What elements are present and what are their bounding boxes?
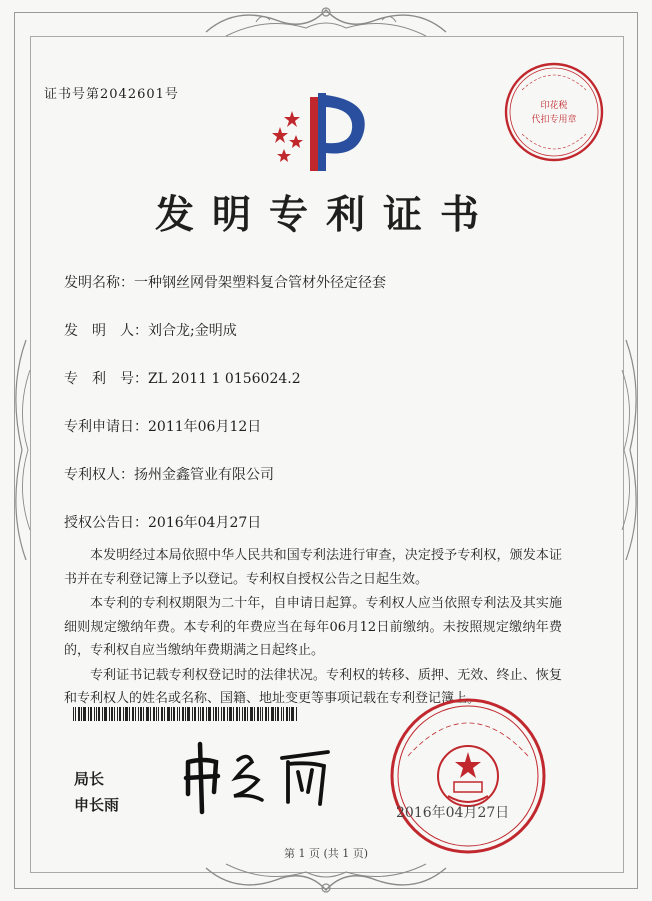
patentee-row xyxy=(64,464,274,484)
barcode-bar xyxy=(250,707,253,721)
left-ornament xyxy=(4,330,34,570)
barcode-bar xyxy=(173,707,175,721)
patent-number-label: 专 利 号： xyxy=(64,371,148,387)
director-name: 申长雨 xyxy=(74,796,120,814)
barcode-bar xyxy=(233,707,234,721)
patent-number-value: ZL 2011 1 0156024.2 xyxy=(148,371,301,387)
barcode-bar xyxy=(164,707,165,721)
barcode-bar xyxy=(75,707,76,721)
barcode-bar xyxy=(132,707,134,721)
barcode-bar xyxy=(254,707,255,721)
barcode-bar xyxy=(146,707,149,721)
certificate-body xyxy=(64,544,562,711)
application-date-label: 专利申请日： xyxy=(64,419,148,435)
patentee-label: 专利权人： xyxy=(64,467,134,483)
barcode-bar xyxy=(208,707,211,721)
barcode-bar xyxy=(182,707,184,721)
barcode-bar xyxy=(158,707,159,721)
tax-seal-line2: 代扣专用章 xyxy=(531,115,577,125)
barcode-bar xyxy=(283,707,284,721)
patentee-value: 扬州金鑫管业有限公司 xyxy=(134,467,274,483)
invention-name-label: 发明名称： xyxy=(64,275,134,291)
barcode-bar xyxy=(229,707,232,721)
barcode-bar xyxy=(275,707,276,721)
page-number: 第 1 页 (共 1 页) xyxy=(283,847,369,860)
barcode-bar xyxy=(268,707,269,721)
barcode-bar xyxy=(104,707,107,721)
barcode-bar xyxy=(138,707,139,721)
barcode-bar xyxy=(114,707,115,721)
barcode xyxy=(73,706,300,720)
director-signature xyxy=(178,722,340,816)
tax-seal-line1: 印花税 xyxy=(540,101,568,111)
barcode-bar xyxy=(109,707,110,721)
national-ip-office-seal xyxy=(388,696,548,856)
barcode-bar xyxy=(227,707,228,721)
tax-stamp-seal xyxy=(502,60,606,164)
director-block xyxy=(74,766,119,818)
application-date-row xyxy=(64,416,261,436)
barcode-bar xyxy=(194,707,196,721)
top-ornament xyxy=(196,2,456,40)
barcode-bar xyxy=(78,707,80,721)
barcode-bar xyxy=(185,707,186,721)
right-ornament xyxy=(618,330,648,570)
barcode-bar xyxy=(143,707,144,721)
barcode-bar xyxy=(83,707,86,721)
barcode-bar xyxy=(239,707,240,721)
barcode-bar xyxy=(129,707,130,721)
barcode-bar xyxy=(156,707,157,721)
barcode-bar xyxy=(90,707,92,721)
barcode-bar xyxy=(265,707,267,721)
grant-date-value: 2016年04月27日 xyxy=(148,515,262,531)
barcode-bar xyxy=(150,707,151,721)
inventor-row xyxy=(64,320,237,340)
barcode-bar xyxy=(271,707,274,721)
patent-office-logo xyxy=(270,91,375,173)
invention-name-row xyxy=(64,272,386,292)
barcode-bar xyxy=(221,707,222,721)
paragraph-examination: 本发明经过本局依照中华人民共和国专利法进行审查，决定授予专利权，颁发本证书并在专利登记簿上予以登记。专利权自授权公告之日起生效。 xyxy=(64,548,562,587)
barcode-bar xyxy=(244,707,246,721)
patent-number-row xyxy=(64,368,301,388)
barcode-bar xyxy=(202,707,204,721)
barcode-bar xyxy=(291,707,294,721)
barcode-bar xyxy=(286,707,288,721)
barcode-bar xyxy=(281,707,282,721)
barcode-bar xyxy=(192,707,193,721)
inventor-label: 发 明 人： xyxy=(64,323,148,339)
barcode-bar xyxy=(111,707,113,721)
barcode-bar xyxy=(135,707,136,721)
barcode-bar xyxy=(123,707,124,721)
barcode-bar xyxy=(260,707,261,721)
paragraph-term: 本专利的专利权期限为二十年，自申请日起算。专利权人应当依照专利法及其实施细则规定缴纳年费。本专利的年费应当在每年06月12日前缴纳。未按照规定缴纳年费的，专利权自应当缴纳年费期满之日起终止。 xyxy=(64,596,562,658)
invention-name-value: 一种钢丝网骨架塑料复合管材外径定径套 xyxy=(134,275,386,291)
barcode-bar xyxy=(218,707,219,721)
grant-date-row xyxy=(64,512,261,532)
barcode-bar xyxy=(117,707,118,721)
director-title: 局长 xyxy=(74,770,105,788)
barcode-bar xyxy=(200,707,201,721)
barcode-bar xyxy=(171,707,172,721)
application-date-value: 2011年06月12日 xyxy=(148,419,262,435)
barcode-bar xyxy=(125,707,128,721)
grant-date-label: 授权公告日： xyxy=(64,515,148,531)
barcode-bar xyxy=(223,707,225,721)
inventor-value: 刘合龙;金明成 xyxy=(148,323,237,339)
bottom-ornament xyxy=(196,860,456,898)
barcode-bar xyxy=(206,707,207,721)
paragraph-legal-status: 专利证书记载专利权登记时的法律状况。专利权的转移、质押、无效、终止、恢复和专利权人的姓名或名称、国籍、地址变更等事项记载在专利登记簿上。 xyxy=(64,667,562,706)
barcode-bar xyxy=(167,707,170,721)
barcode-bar xyxy=(94,707,95,721)
barcode-bar xyxy=(296,707,297,721)
barcode-bar xyxy=(215,707,217,721)
barcode-bar xyxy=(98,707,100,721)
barcode-bar xyxy=(102,707,103,721)
barcode-bar xyxy=(247,707,248,721)
barcode-bar xyxy=(161,707,163,721)
certificate-number: 证书号第2042601号 xyxy=(44,87,179,102)
barcode-bar xyxy=(213,707,214,721)
barcode-bar xyxy=(277,707,279,721)
barcode-bar xyxy=(179,707,180,721)
certificate-title: 发明专利证书 xyxy=(154,192,497,238)
barcode-bar xyxy=(88,707,89,721)
barcode-bar xyxy=(177,707,178,721)
barcode-bar xyxy=(262,707,263,721)
barcode-bar xyxy=(242,707,243,721)
barcode-bar xyxy=(187,707,190,721)
barcode-bar xyxy=(73,707,74,721)
barcode-bar xyxy=(236,707,238,721)
barcode-bar xyxy=(119,707,121,721)
barcode-bar xyxy=(96,707,97,721)
seal-date: 2016年04月27日 xyxy=(396,805,510,821)
barcode-bar xyxy=(289,707,290,721)
barcode-bar xyxy=(153,707,155,721)
barcode-bar xyxy=(257,707,259,721)
barcode-bar xyxy=(140,707,142,721)
barcode-bar xyxy=(198,707,199,721)
barcode-bar xyxy=(81,707,82,721)
